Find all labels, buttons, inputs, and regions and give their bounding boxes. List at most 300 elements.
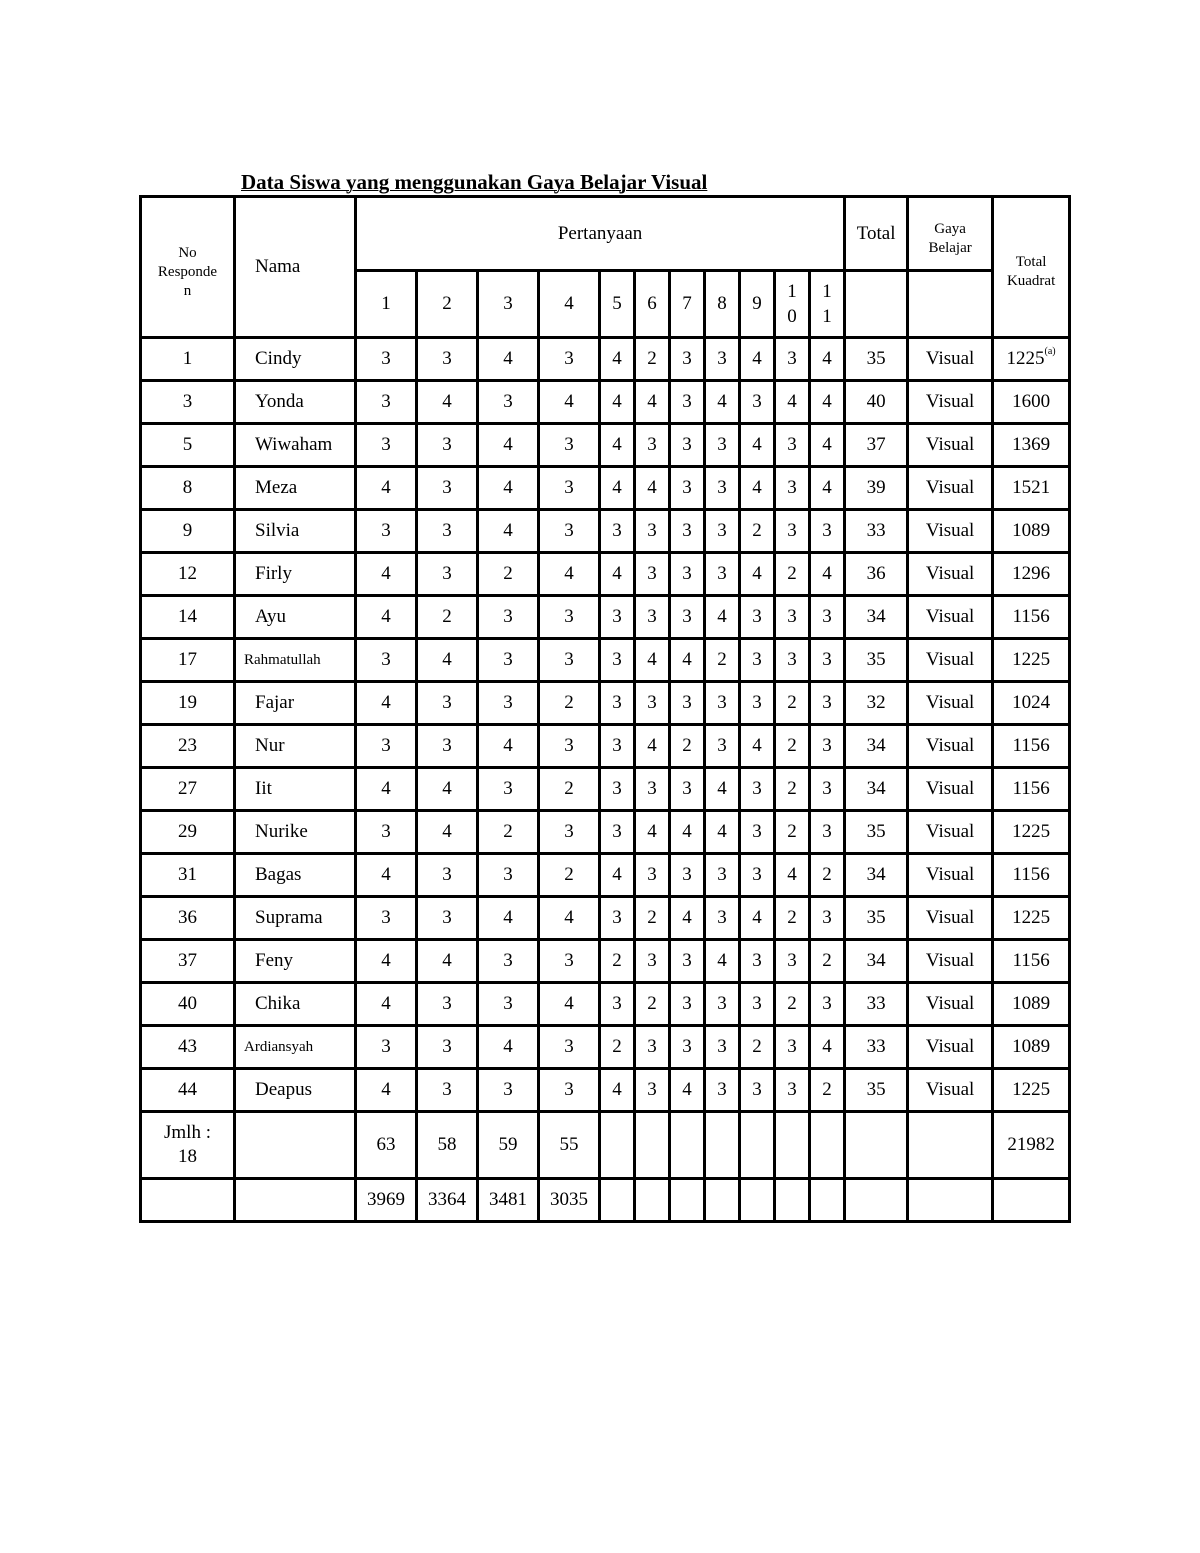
answer-score: 2	[539, 682, 600, 725]
answer-score: 4	[539, 553, 600, 596]
responden-number: 27	[141, 768, 235, 811]
learning-style: Visual	[908, 854, 993, 897]
answer-score: 4	[356, 1069, 417, 1112]
row-total: 40	[845, 381, 908, 424]
total-squared-value: 1089	[1012, 993, 1051, 1014]
answer-score: 3	[705, 1026, 740, 1069]
answer-score: 3	[635, 682, 670, 725]
column-sum: 63	[356, 1112, 417, 1179]
table-row	[141, 725, 1070, 768]
answer-score: 3	[705, 854, 740, 897]
student-name: Nurike	[235, 811, 356, 854]
learning-style: Visual	[908, 682, 993, 725]
table-row	[141, 553, 1070, 596]
answer-score: 3	[356, 381, 417, 424]
row-total: 34	[845, 596, 908, 639]
answer-score: 4	[705, 768, 740, 811]
question-number: 5	[600, 271, 635, 338]
answer-score: 3	[539, 725, 600, 768]
answer-score: 3	[417, 854, 478, 897]
student-name: Fajar	[235, 682, 356, 725]
answer-score: 4	[670, 639, 705, 682]
table-row	[141, 338, 1070, 381]
total-squared-value: 1600	[1012, 391, 1051, 412]
total-squared-value: 1225	[1012, 821, 1051, 842]
answer-score: 4	[356, 983, 417, 1026]
question-number: 3	[478, 271, 539, 338]
answer-score: 3	[417, 467, 478, 510]
answer-score: 4	[705, 940, 740, 983]
answer-score: 3	[670, 682, 705, 725]
total-squared	[993, 682, 1070, 725]
student-name: Ardiansyah	[235, 1026, 356, 1069]
student-name: Iit	[235, 768, 356, 811]
student-name: Ayu	[235, 596, 356, 639]
answer-score: 4	[810, 467, 845, 510]
student-name: Firly	[235, 553, 356, 596]
answer-score: 4	[740, 467, 775, 510]
answer-score: 2	[635, 897, 670, 940]
table-row	[141, 381, 1070, 424]
responden-number: 40	[141, 983, 235, 1026]
responden-number: 29	[141, 811, 235, 854]
answer-score: 2	[775, 553, 810, 596]
answer-score: 3	[478, 596, 539, 639]
answer-score: 2	[775, 768, 810, 811]
responden-number: 1	[141, 338, 235, 381]
empty-cell	[845, 1112, 908, 1179]
learning-style: Visual	[908, 639, 993, 682]
answer-score: 3	[417, 338, 478, 381]
answer-score: 3	[356, 338, 417, 381]
responden-number: 5	[141, 424, 235, 467]
empty-cell	[235, 1179, 356, 1222]
responden-number: 37	[141, 940, 235, 983]
learning-style: Visual	[908, 811, 993, 854]
answer-score: 4	[670, 811, 705, 854]
answer-score: 2	[600, 1026, 635, 1069]
answer-score: 3	[478, 381, 539, 424]
learning-style: Visual	[908, 596, 993, 639]
answer-score: 3	[670, 510, 705, 553]
answer-score: 3	[539, 940, 600, 983]
header-gaya-line1: Gaya	[934, 220, 966, 237]
row-total: 33	[845, 1026, 908, 1069]
total-squared	[993, 510, 1070, 553]
question-number: 4	[539, 271, 600, 338]
total-squared	[993, 725, 1070, 768]
answer-score: 3	[740, 768, 775, 811]
answer-score: 3	[705, 682, 740, 725]
responden-number: 44	[141, 1069, 235, 1112]
answer-score: 3	[705, 1069, 740, 1112]
answer-score: 3	[600, 725, 635, 768]
answer-score: 2	[705, 639, 740, 682]
answer-score: 2	[635, 338, 670, 381]
column-sum: 59	[478, 1112, 539, 1179]
answer-score: 4	[356, 854, 417, 897]
student-name: Rahmatullah	[235, 639, 356, 682]
answer-score: 3	[740, 639, 775, 682]
answer-score: 3	[600, 682, 635, 725]
answer-score: 3	[539, 811, 600, 854]
answer-score: 3	[705, 510, 740, 553]
answer-score: 4	[600, 1069, 635, 1112]
answer-score: 3	[705, 338, 740, 381]
answer-score: 4	[478, 897, 539, 940]
student-name: Nur	[235, 725, 356, 768]
answer-score: 3	[539, 424, 600, 467]
table-row	[141, 983, 1070, 1026]
answer-score: 3	[670, 424, 705, 467]
question-number: 6	[635, 271, 670, 338]
row-total: 35	[845, 1069, 908, 1112]
answer-score: 2	[600, 940, 635, 983]
answer-score: 4	[417, 639, 478, 682]
header-pertanyaan: Pertanyaan	[356, 197, 845, 271]
responden-number: 31	[141, 854, 235, 897]
question-number: 1	[356, 271, 417, 338]
answer-score: 3	[775, 596, 810, 639]
header-gaya-blank	[908, 271, 993, 338]
question-number: 9	[740, 271, 775, 338]
answer-score: 3	[775, 1026, 810, 1069]
total-squared-value: 1225	[1012, 1079, 1051, 1100]
learning-style: Visual	[908, 467, 993, 510]
answer-score: 3	[600, 510, 635, 553]
answer-score: 3	[635, 1026, 670, 1069]
answer-score: 3	[670, 381, 705, 424]
table-row	[141, 682, 1070, 725]
header-row	[141, 197, 1070, 271]
answer-score: 2	[775, 682, 810, 725]
answer-score: 3	[775, 1069, 810, 1112]
total-squared-value: 1089	[1012, 520, 1051, 541]
table-row	[141, 639, 1070, 682]
table-row	[141, 424, 1070, 467]
empty-cell	[740, 1179, 775, 1222]
responden-number: 12	[141, 553, 235, 596]
table-row	[141, 1026, 1070, 1069]
question-number: 2	[417, 271, 478, 338]
answer-score: 3	[670, 596, 705, 639]
answer-score: 3	[775, 424, 810, 467]
empty-cell	[908, 1112, 993, 1179]
answer-score: 3	[356, 424, 417, 467]
learning-style: Visual	[908, 553, 993, 596]
total-squared-value: 1089	[1012, 1036, 1051, 1057]
question-number-11	[810, 271, 845, 338]
answer-score: 3	[600, 897, 635, 940]
answer-score: 3	[775, 639, 810, 682]
answer-score: 2	[740, 510, 775, 553]
student-name: Yonda	[235, 381, 356, 424]
answer-score: 2	[539, 854, 600, 897]
header-nama: Nama	[235, 197, 356, 338]
answer-score: 3	[539, 596, 600, 639]
answer-score: 3	[539, 467, 600, 510]
row-total: 34	[845, 725, 908, 768]
total-squared-value: 1369	[1012, 434, 1051, 455]
answer-score: 3	[635, 940, 670, 983]
answer-score: 2	[775, 983, 810, 1026]
answer-score: 3	[740, 682, 775, 725]
total-squared-value: 1156	[1012, 606, 1050, 627]
responden-number: 36	[141, 897, 235, 940]
answer-score: 4	[539, 983, 600, 1026]
column-square: 3969	[356, 1179, 417, 1222]
answer-score: 3	[356, 725, 417, 768]
row-total: 35	[845, 639, 908, 682]
answer-score: 3	[478, 940, 539, 983]
learning-style: Visual	[908, 510, 993, 553]
answer-score: 3	[775, 510, 810, 553]
answer-score: 3	[740, 1069, 775, 1112]
answer-score: 4	[670, 897, 705, 940]
student-name: Cindy	[235, 338, 356, 381]
answer-score: 4	[417, 811, 478, 854]
answer-score: 3	[635, 553, 670, 596]
answer-score: 3	[740, 854, 775, 897]
empty-cell	[993, 1179, 1070, 1222]
responden-number: 17	[141, 639, 235, 682]
answer-score: 3	[417, 1069, 478, 1112]
answer-score: 4	[478, 1026, 539, 1069]
answer-score: 4	[740, 424, 775, 467]
answer-score: 4	[810, 1026, 845, 1069]
answer-score: 2	[670, 725, 705, 768]
answer-score: 2	[775, 811, 810, 854]
question-number: 7	[670, 271, 705, 338]
answer-score: 2	[810, 940, 845, 983]
empty-cell	[705, 1112, 740, 1179]
row-total: 39	[845, 467, 908, 510]
table-row	[141, 1069, 1070, 1112]
answer-score: 4	[600, 338, 635, 381]
question-number-10	[775, 271, 810, 338]
total-squared	[993, 1069, 1070, 1112]
answer-score: 4	[539, 381, 600, 424]
responden-number: 9	[141, 510, 235, 553]
answer-score: 2	[539, 768, 600, 811]
answer-score: 3	[417, 510, 478, 553]
answer-score: 3	[600, 983, 635, 1026]
empty-cell	[670, 1179, 705, 1222]
answer-score: 3	[705, 424, 740, 467]
answer-score: 2	[740, 1026, 775, 1069]
answer-score: 3	[740, 596, 775, 639]
answer-score: 3	[417, 553, 478, 596]
answer-score: 3	[635, 854, 670, 897]
learning-style: Visual	[908, 725, 993, 768]
answer-score: 3	[635, 424, 670, 467]
answer-score: 4	[478, 725, 539, 768]
responden-number: 19	[141, 682, 235, 725]
answer-score: 3	[775, 467, 810, 510]
grand-total-squared: 21982	[993, 1112, 1070, 1179]
empty-cell	[845, 1179, 908, 1222]
total-squared-value: 1156	[1012, 864, 1050, 885]
table-row	[141, 854, 1070, 897]
student-name: Meza	[235, 467, 356, 510]
answer-score: 4	[600, 854, 635, 897]
row-total: 36	[845, 553, 908, 596]
answer-score: 3	[478, 768, 539, 811]
answer-score: 2	[775, 725, 810, 768]
empty-cell	[705, 1179, 740, 1222]
answer-score: 3	[478, 682, 539, 725]
learning-style: Visual	[908, 424, 993, 467]
empty-cell	[670, 1112, 705, 1179]
total-squared-value: 1225	[1006, 348, 1045, 369]
answer-score: 4	[670, 1069, 705, 1112]
empty-cell	[600, 1179, 635, 1222]
answer-score: 2	[478, 811, 539, 854]
answer-score: 4	[356, 940, 417, 983]
student-name: Wiwaham	[235, 424, 356, 467]
row-total: 34	[845, 940, 908, 983]
answer-score: 3	[417, 983, 478, 1026]
total-squared	[993, 338, 1070, 381]
answer-score: 4	[810, 553, 845, 596]
empty-cell	[600, 1112, 635, 1179]
answer-score: 3	[670, 983, 705, 1026]
column-sum: 58	[417, 1112, 478, 1179]
row-total: 35	[845, 811, 908, 854]
answer-score: 3	[539, 639, 600, 682]
total-squared-value: 1156	[1012, 950, 1050, 971]
answer-score: 4	[635, 467, 670, 510]
answer-score: 3	[600, 639, 635, 682]
header-no-line1: No	[178, 244, 197, 261]
answer-score: 3	[478, 983, 539, 1026]
total-squared	[993, 940, 1070, 983]
total-squared	[993, 1026, 1070, 1069]
header-total: Total	[845, 197, 908, 271]
total-squared	[993, 381, 1070, 424]
table-row	[141, 768, 1070, 811]
total-squared	[993, 811, 1070, 854]
header-total-blank	[845, 271, 908, 338]
header-no-responden	[141, 197, 235, 338]
answer-score: 3	[478, 639, 539, 682]
answer-score: 4	[705, 596, 740, 639]
summary-label-line: 18	[178, 1146, 197, 1167]
student-name: Bagas	[235, 854, 356, 897]
answer-score: 4	[600, 553, 635, 596]
answer-score: 3	[600, 811, 635, 854]
answer-score: 4	[356, 682, 417, 725]
answer-score: 3	[539, 510, 600, 553]
answer-score: 3	[670, 854, 705, 897]
learning-style: Visual	[908, 381, 993, 424]
row-total: 35	[845, 897, 908, 940]
answer-score: 4	[810, 424, 845, 467]
answer-score: 3	[705, 467, 740, 510]
total-squared-value: 1296	[1012, 563, 1051, 584]
row-total: 34	[845, 768, 908, 811]
answer-score: 3	[810, 682, 845, 725]
answer-score: 2	[417, 596, 478, 639]
answer-score: 3	[635, 510, 670, 553]
page-title: Data Siswa yang menggunakan Gaya Belajar Visual	[241, 170, 708, 194]
learning-style: Visual	[908, 983, 993, 1026]
row-total: 32	[845, 682, 908, 725]
answer-score: 3	[740, 381, 775, 424]
answer-score: 3	[478, 854, 539, 897]
learning-style: Visual	[908, 1069, 993, 1112]
answer-score: 3	[670, 768, 705, 811]
total-squared-value: 1521	[1012, 477, 1051, 498]
answer-score: 3	[810, 897, 845, 940]
row-total: 34	[845, 854, 908, 897]
answer-score: 4	[705, 381, 740, 424]
table-row	[141, 940, 1070, 983]
column-square: 3481	[478, 1179, 539, 1222]
responden-number: 23	[141, 725, 235, 768]
answer-score: 3	[775, 338, 810, 381]
answer-score: 3	[670, 338, 705, 381]
answer-score: 3	[635, 596, 670, 639]
empty-cell	[635, 1112, 670, 1179]
empty-cell	[810, 1179, 845, 1222]
answer-score: 3	[670, 1026, 705, 1069]
answer-score: 4	[635, 811, 670, 854]
table-row	[141, 510, 1070, 553]
empty-cell	[141, 1179, 235, 1222]
answer-score: 3	[810, 725, 845, 768]
answer-score: 3	[670, 467, 705, 510]
responden-number: 14	[141, 596, 235, 639]
answer-score: 4	[417, 940, 478, 983]
answer-score: 2	[775, 897, 810, 940]
answer-score: 3	[356, 510, 417, 553]
answer-score: 4	[478, 467, 539, 510]
learning-style: Visual	[908, 338, 993, 381]
total-squared	[993, 639, 1070, 682]
answer-score: 2	[810, 854, 845, 897]
student-name: Chika	[235, 983, 356, 1026]
row-total: 35	[845, 338, 908, 381]
answer-score: 4	[356, 768, 417, 811]
answer-score: 3	[740, 940, 775, 983]
empty-cell	[810, 1112, 845, 1179]
header-kuadrat-line2: Kuadrat	[1006, 273, 1056, 289]
answer-score: 3	[417, 1026, 478, 1069]
student-name: Feny	[235, 940, 356, 983]
answer-score: 2	[635, 983, 670, 1026]
answer-score: 3	[417, 424, 478, 467]
answer-score: 3	[356, 1026, 417, 1069]
total-squared	[993, 424, 1070, 467]
header-gaya-belajar	[908, 197, 993, 271]
answer-score: 3	[810, 639, 845, 682]
answer-score: 2	[478, 553, 539, 596]
answer-score: 4	[417, 768, 478, 811]
answer-score: 3	[539, 1026, 600, 1069]
answer-score: 3	[356, 639, 417, 682]
answer-score: 4	[775, 854, 810, 897]
table-row	[141, 467, 1070, 510]
answer-score: 4	[600, 381, 635, 424]
answer-score: 4	[635, 639, 670, 682]
answer-score: 4	[478, 510, 539, 553]
answer-score: 4	[600, 467, 635, 510]
answer-score: 3	[705, 983, 740, 1026]
answer-score: 3	[356, 897, 417, 940]
q10-digit1: 1	[787, 281, 797, 302]
answer-score: 4	[356, 467, 417, 510]
